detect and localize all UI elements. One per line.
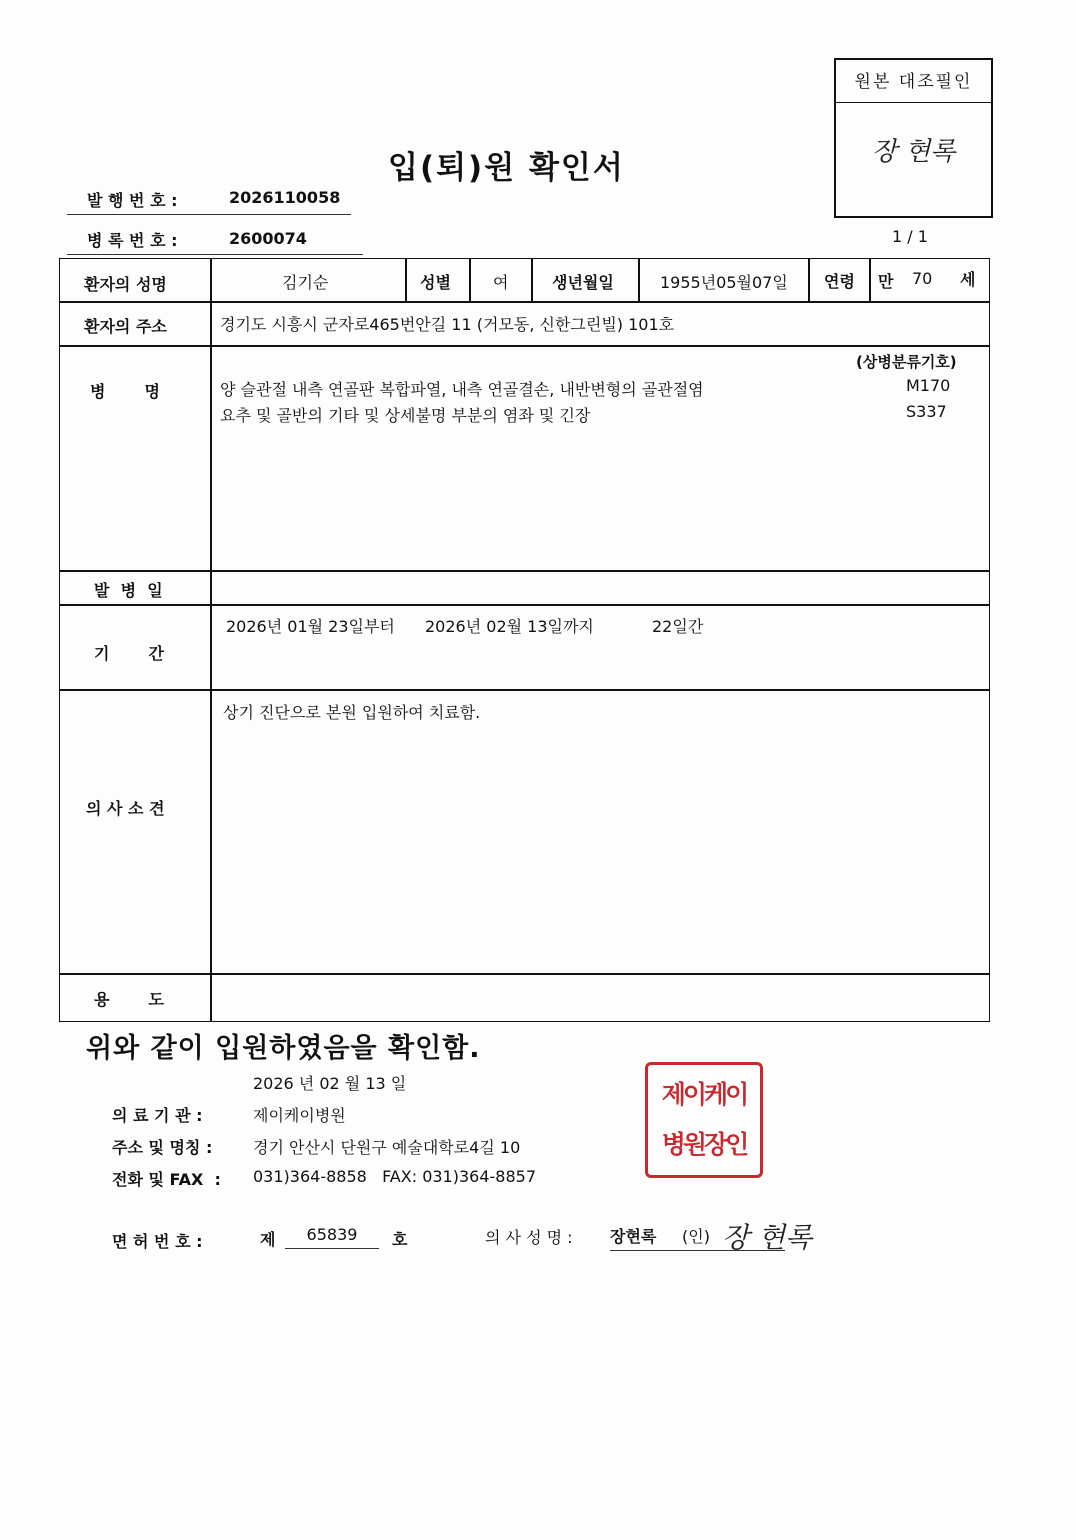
original-verification-box <box>834 58 993 218</box>
phone-label: 전화 및 FAX : <box>112 1170 221 1189</box>
institution-label: 의 료 기 관 : <box>112 1106 203 1125</box>
diagnosis-code-2: S337 <box>906 402 947 421</box>
license-prefix: 제 <box>260 1230 276 1249</box>
issue-date: 2026 년 02 월 13 일 <box>253 1074 407 1093</box>
issue-number-row <box>67 186 351 215</box>
verification-title: 원본 대조필인 <box>836 60 991 103</box>
confirmation-statement: 위와 같이 입원하였음을 확인함. <box>86 1033 481 1064</box>
period-from: 2026년 01월 23일부터 <box>226 617 395 636</box>
address-label: 환자의 주소 <box>84 317 167 336</box>
page-indicator: 1 / 1 <box>892 227 928 246</box>
diagnosis-label: 병 명 <box>90 382 160 401</box>
age-prefix: 만 <box>878 272 894 291</box>
hospital-seal: 제이케이 병원장인 <box>645 1062 763 1178</box>
issue-number-label: 발 행 번 호 : <box>87 191 178 210</box>
sex-label: 성별 <box>420 273 451 292</box>
diagnosis-code-1: M170 <box>906 376 951 395</box>
patient-dob: 1955년05월07일 <box>660 273 788 292</box>
purpose-label: 용 도 <box>94 990 164 1009</box>
doctor-signature: 장 현록 <box>722 1221 813 1254</box>
verification-signature: 장 현록 <box>871 137 956 167</box>
dob-label: 생년월일 <box>552 273 614 292</box>
record-number-label: 병 록 번 호 : <box>87 231 178 250</box>
opinion-value: 상기 진단으로 본원 입원하여 치료함. <box>223 703 481 722</box>
opinion-label: 의 사 소 견 <box>86 799 165 818</box>
code-header: (상병분류기호) <box>856 353 957 371</box>
name-label: 환자의 성명 <box>84 275 167 294</box>
patient-sex: 여 <box>493 273 509 292</box>
patient-name: 김기순 <box>282 273 329 292</box>
patient-address: 경기도 시흥시 군자로465번안길 11 (거모동, 신한그린빌) 101호 <box>220 315 675 334</box>
doctor-name: 장현록 <box>610 1227 657 1246</box>
diagnosis-1: 양 슬관절 내측 연골판 복합파열, 내측 연골결손, 내반변형의 골관절염 <box>220 380 704 399</box>
page-title: 입(퇴)원 확인서 <box>388 150 625 186</box>
doctor-label: 의 사 성 명 : <box>485 1228 573 1247</box>
issue-number-value: 2026110058 <box>229 188 341 207</box>
inst-address-label: 주소 및 명칭 : <box>112 1138 213 1157</box>
phone-value: 031)364-8858 FAX: 031)364-8857 <box>253 1167 536 1186</box>
certificate-table <box>59 258 990 1022</box>
diagnosis-2: 요추 및 골반의 기타 및 상세불명 부분의 염좌 및 긴장 <box>220 406 591 425</box>
seal-mark: (인) <box>682 1227 710 1246</box>
license-suffix: 호 <box>392 1230 408 1249</box>
period-days: 22일간 <box>652 617 704 636</box>
onset-label: 발 병 일 <box>94 581 163 600</box>
period-label: 기 간 <box>94 644 164 663</box>
record-number-row <box>67 226 363 255</box>
patient-age: 70 <box>912 269 933 288</box>
institution-value: 제이케이병원 <box>253 1106 346 1125</box>
inst-address-value: 경기 안산시 단원구 예술대학로4길 10 <box>253 1138 521 1157</box>
license-label: 면 허 번 호 : <box>112 1232 203 1251</box>
license-number: 65839 <box>285 1225 379 1249</box>
age-label: 연령 <box>824 272 855 291</box>
record-number-value: 2600074 <box>229 229 307 248</box>
period-to: 2026년 02월 13일까지 <box>425 617 594 636</box>
age-suffix: 세 <box>960 270 976 289</box>
